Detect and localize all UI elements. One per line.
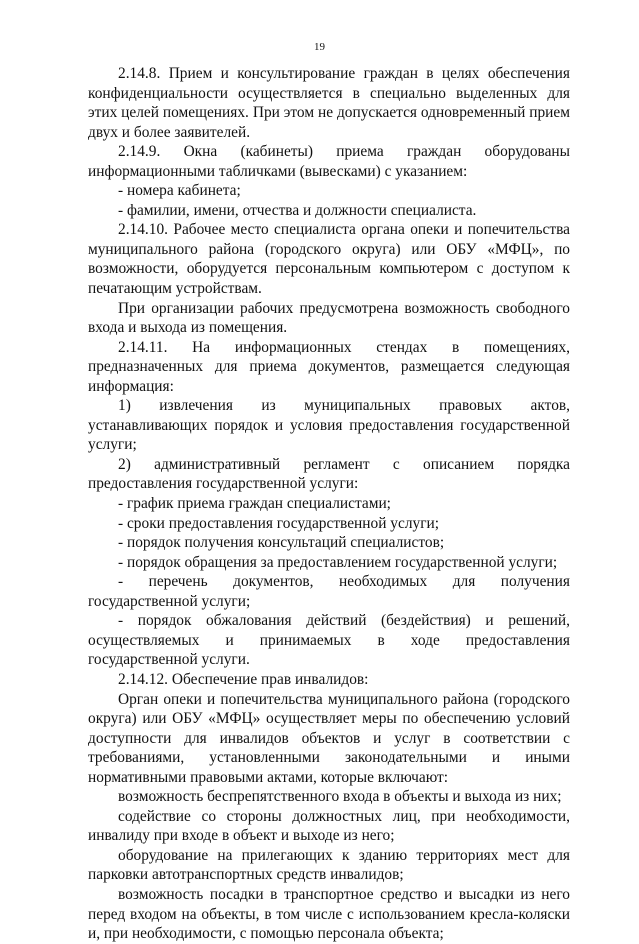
list-item-official-assistance: содействие со стороны должностных лиц, при необходимости, инвалиду при входе в объект и выходе из него; — [88, 807, 570, 845]
list-item-service-terms: - сроки предоставления государственной услуги; — [118, 514, 440, 532]
paragraph-2-14-9: 2.14.9. Окна (кабинеты) приема граждан оборудованы информационными табличками (вывесками) с указанием: — [88, 143, 570, 180]
list-item-consultation-procedure: - порядок получения консультаций специалистов; — [118, 534, 445, 552]
list-item-parking: оборудование на прилегающих к зданию территориях мест для парковки автотранспортных средств инвалидов; — [88, 846, 570, 884]
list-item-document-list: - перечень документов, необходимых для получения государственной услуги; — [88, 573, 570, 610]
list-item-entry-exit: возможность беспрепятственного входа в объекты и выхода из них; — [118, 788, 562, 806]
paragraph-workplace-access: При организации рабочих предусмотрена возможность свободного входа и выхода из помещения. — [88, 299, 570, 337]
paragraph-accessibility-measures: Орган опеки и попечительства муниципального района (городского округа) или ОБУ «МФЦ» осуществляет меры по обеспечению условий доступности для инвалидов объектов и услуг в соответствии с требованиями, установленными законодательными и иными нормативными правовыми актами, которые включают: — [88, 690, 570, 786]
paragraph-2-14-8: 2.14.8. Прием и консультирование граждан в целях обеспечения конфиденциальности осуществляется в специально выделенных для этих целей помещениях. При этом не допускается одновременный прием двух и более заявителей. — [88, 65, 570, 141]
paragraph-2-14-10: 2.14.10. Рабочее место специалиста органа опеки и попечительства муниципального района (городского округа) или ОБУ «МФЦ», по возможности, оборудуется персональным компьютером с доступом к печатающим устройствам. — [88, 221, 570, 298]
list-item-transport-boarding: возможность посадки в транспортное средство и высадки из него перед входом на объекты, в том числе с использованием кресла-коляски и, при необходимости, с помощью персонала объекта; — [88, 885, 570, 943]
list-item-appeal-procedure: - порядок обжалования действий (бездействия) и решений, осуществляемых и принимаемых в ходе предоставления государственной услуги. — [88, 612, 570, 669]
list-item-room-number: - номера кабинета; — [118, 182, 241, 200]
paragraph-2-14-12: 2.14.12. Обеспечение прав инвалидов: — [118, 670, 369, 688]
list-item-legal-extracts: 1) извлечения из муниципальных правовых актов, устанавливающих порядок и условия предоставления государственной услуги; — [88, 397, 570, 454]
list-item-application-procedure: - порядок обращения за предоставлением государственной услуги; — [118, 553, 558, 571]
page-number: 19 — [314, 41, 325, 53]
list-item-reception-schedule: - график приема граждан специалистами; — [118, 495, 391, 513]
list-item-specialist-name: - фамилии, имени, отчества и должности специалиста. — [118, 201, 477, 219]
list-item-administrative-regulation: 2) административный регламент с описанием порядка предоставления государственной услуги: — [88, 455, 570, 493]
paragraph-2-14-11: 2.14.11. На информационных стендах в помещениях, предназначенных для приема документов, размещается следующая информация: — [88, 338, 570, 395]
document-body — [88, 64, 570, 944]
